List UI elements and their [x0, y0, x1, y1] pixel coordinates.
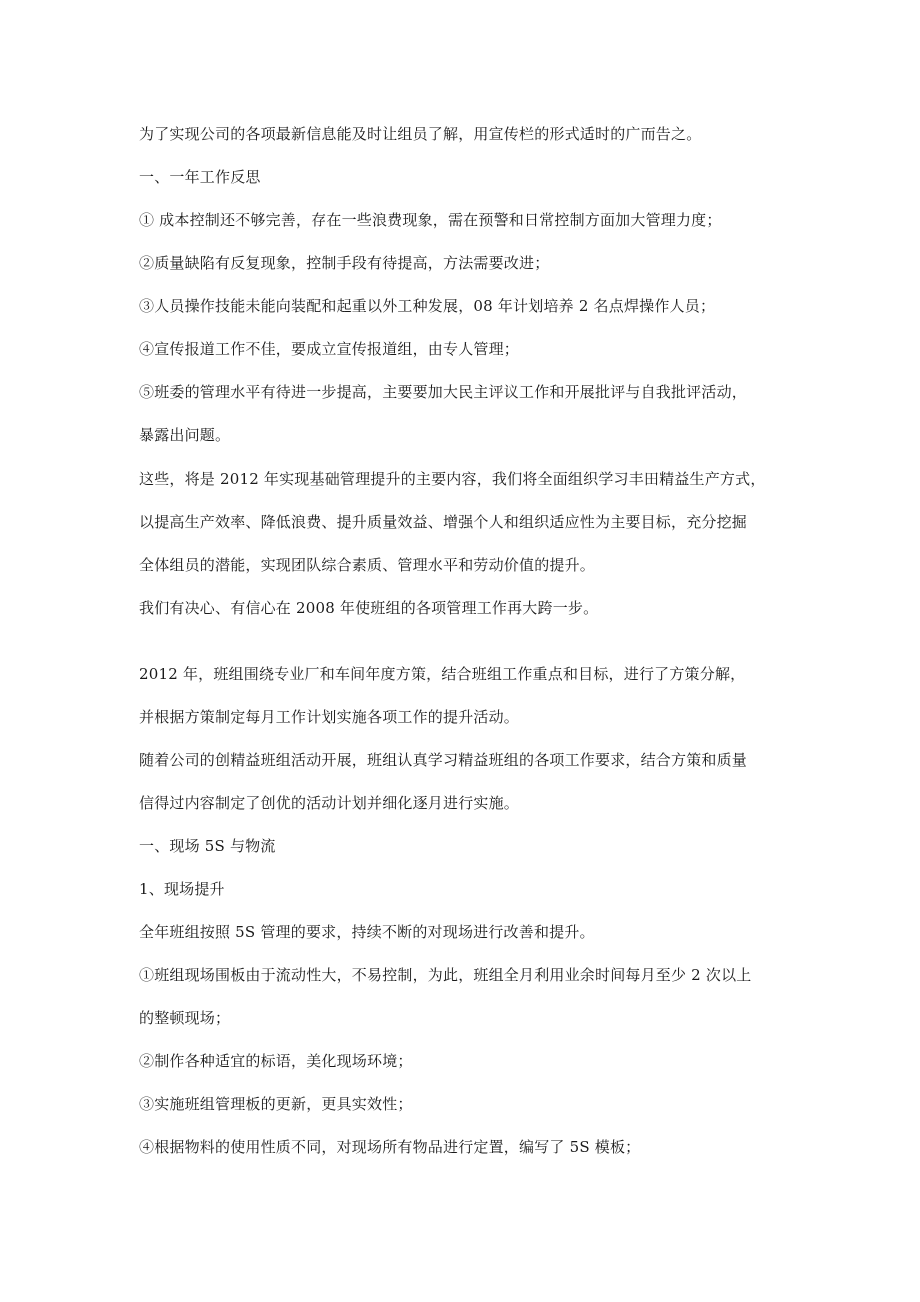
section-heading-reflection: 一、一年工作反思 — [139, 168, 261, 186]
paragraph-activity-cont: 信得过内容制定了创优的活动计划并细化逐月进行实施。 — [139, 794, 520, 812]
list-item-board: ③实施班组管理板的更新，更具实效性； — [139, 1095, 413, 1113]
paragraph-goals-cont-2: 全体组员的潜能，实现团队综合素质、管理水平和劳动价值的提升。 — [139, 556, 596, 574]
intro-paragraph: 为了实现公司的各项最新信息能及时让组员了解，用宣传栏的形式适时的广而告之。 — [139, 125, 702, 143]
list-item-committee: ⑤班委的管理水平有待进一步提高，主要要加大民主评议工作和开展批评与自我批评活动， — [139, 383, 748, 401]
paragraph-plan-cont: 并根据方策制定每月工作计划实施各项工作的提升活动。 — [139, 708, 520, 726]
paragraph-goals: 这些，将是 2012 年实现基础管理提升的主要内容，我们将全面组织学习丰田精益生产方式， — [139, 470, 766, 488]
list-item-slogans: ②制作各种适宜的标语，美化现场环境； — [139, 1052, 413, 1070]
subsection-heading-site: 1、现场提升 — [139, 880, 225, 898]
list-item-materials: ④根据物料的使用性质不同，对现场所有物品进行定置，编写了 5S 模板； — [139, 1138, 641, 1156]
list-item-skills: ③人员操作技能未能向装配和起重以外工种发展，08 年计划培养 2 名点焊操作人员； — [139, 297, 716, 315]
list-item-hoarding-cont: 的整顿现场； — [139, 1009, 231, 1027]
paragraph-resolve: 我们有决心、有信心在 2008 年使班组的各项管理工作再大跨一步。 — [139, 599, 599, 617]
paragraph-5s: 全年班组按照 5S 管理的要求，持续不断的对现场进行改善和提升。 — [139, 923, 595, 941]
list-item-publicity: ④宣传报道工作不佳，要成立宣传报道组，由专人管理； — [139, 340, 520, 358]
list-item-hoarding: ①班组现场围板由于流动性大，不易控制，为此，班组全月利用业余时间每月至少 2 次以上 — [139, 966, 752, 984]
paragraph-goals-cont-1: 以提高生产效率、降低浪费、提升质量效益、增强个人和组织适应性为主要目标，充分挖掘 — [139, 513, 748, 531]
paragraph-activity: 随着公司的创精益班组活动开展，班组认真学习精益班组的各项工作要求，结合方策和质量 — [139, 751, 748, 769]
list-item-quality: ②质量缺陷有反复现象，控制手段有待提高，方法需要改进； — [139, 254, 550, 272]
paragraph-plan: 2012 年，班组围绕专业厂和车间年度方策，结合班组工作重点和目标，进行了方策分解， — [139, 665, 746, 683]
list-item-cost-control: ① 成本控制还不够完善，存在一些浪费现象，需在预警和日常控制方面加大管理力度； — [139, 211, 722, 229]
list-item-committee-cont: 暴露出问题。 — [139, 426, 231, 444]
section-heading-5s: 一、现场 5S 与物流 — [139, 837, 276, 855]
